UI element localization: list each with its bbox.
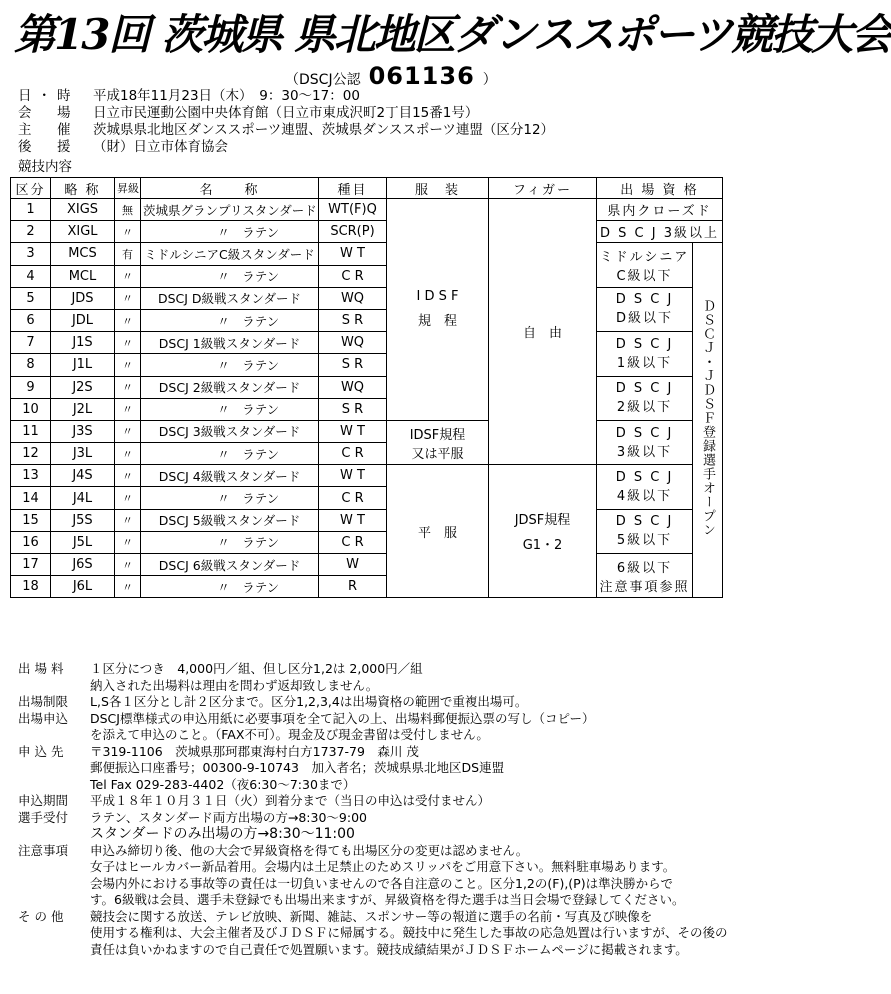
note-text: 申込み締切り後、他の大会で昇級資格を得ても出場区分の変更は認めません。 — [90, 842, 529, 858]
division-abbr: J6S — [51, 554, 115, 576]
event-dances: WQ — [319, 376, 387, 398]
approval-code: 061136 — [368, 62, 475, 90]
qual-1-line: 1級以下 — [616, 355, 673, 371]
division-name: DSCJ 4級戦スタンダード — [141, 465, 319, 487]
table-row — [11, 199, 723, 221]
division-number: 3 — [11, 243, 51, 265]
division-name: DSCJ 6級戦スタンダード — [141, 554, 319, 576]
promotion-flag: 〃 — [115, 354, 141, 376]
info-row — [18, 105, 738, 122]
event-dances: R — [319, 576, 387, 598]
division-name: ミドルシニアC級スタンダード — [141, 243, 319, 265]
figure-jdsf-line: G1・2 — [522, 538, 563, 554]
table-row — [11, 243, 723, 265]
table-row — [11, 554, 723, 576]
dress-idsf — [387, 199, 489, 421]
division-number: 13 — [11, 465, 51, 487]
note-row — [18, 661, 733, 678]
dress-plain-line: 平 服 — [417, 525, 457, 541]
note-row — [18, 678, 733, 695]
info-value: 平成18年11月23日（木） 9：30～17：00 — [93, 88, 360, 104]
note-text: ラテン、スタンダード両方出場の方→8:30～9:00 — [90, 809, 367, 825]
division-number: 16 — [11, 531, 51, 553]
division-number: 1 — [11, 199, 51, 221]
header-cell: 区分 — [11, 178, 51, 199]
notes-section — [18, 661, 733, 958]
event-dances: W T — [319, 420, 387, 442]
note-text: Tel Fax 029-283-4402（夜6:30～7:30まで） — [90, 776, 356, 792]
division-name: DSCJ 5級戦スタンダード — [141, 509, 319, 531]
header-cell: 名 称 — [141, 178, 319, 199]
division-abbr: JDS — [51, 287, 115, 309]
division-abbr: XIGS — [51, 199, 115, 221]
promotion-flag: 〃 — [115, 554, 141, 576]
note-row — [18, 760, 733, 777]
note-text: す。6級戦は会員、選手未登録でも出場出来ますが、昇級資格を得た選手は当日会場で登録してください。 — [90, 892, 685, 907]
table-row — [11, 465, 723, 487]
header-cell: 服 装 — [387, 178, 489, 199]
qual-5 — [597, 509, 693, 553]
qual-dscj3 — [597, 221, 723, 243]
division-name: DSCJ 2級戦スタンダード — [141, 376, 319, 398]
qual-dscj3-line: D S C J 3級以上 — [600, 226, 719, 242]
note-row — [18, 925, 733, 958]
promotion-flag: 〃 — [115, 531, 141, 553]
note-text: 競技会に関する放送、テレビ放映、新聞、雑誌、スポンサー等の報道に選手の名前・写真及び映像を — [90, 908, 653, 924]
note-text: 〒319-1106 茨城県那珂郡東海村白方1737-79 森川 茂 — [90, 743, 419, 759]
promotion-flag: 〃 — [115, 265, 141, 287]
figure-free — [489, 199, 597, 465]
qual-1-line: D S C J — [615, 336, 674, 352]
table-row — [11, 376, 723, 398]
note-row — [18, 892, 733, 909]
qual-5-line: D S C J — [615, 514, 674, 530]
qual-d-line: D S C J — [615, 292, 674, 308]
division-number: 7 — [11, 332, 51, 354]
event-dances: C R — [319, 265, 387, 287]
note-label: 出場制限 — [18, 694, 69, 709]
promotion-flag: 〃 — [115, 309, 141, 331]
competition-table — [10, 177, 723, 598]
division-name: 〃 ラテン — [141, 398, 319, 420]
note-text: L,S各１区分とし計２区分まで。区分1,2,3,4は出場資格の範囲で重複出場可。 — [90, 694, 528, 709]
event-dances: SCR(P) — [319, 221, 387, 243]
division-abbr: JDL — [51, 309, 115, 331]
event-dances: WQ — [319, 332, 387, 354]
division-name: 〃 ラテン — [141, 221, 319, 243]
division-number: 18 — [11, 576, 51, 598]
division-name: 〃 ラテン — [141, 354, 319, 376]
note-row — [18, 826, 733, 843]
division-abbr: J1L — [51, 354, 115, 376]
figure-jdsf-line: JDSF規程 — [514, 513, 571, 529]
info-label: 後 援 — [18, 139, 77, 155]
qual-6-line: 6級以下 — [616, 560, 673, 576]
note-label: そ の 他 — [18, 908, 64, 924]
info-row — [18, 139, 738, 156]
note-label: 出場申込 — [18, 710, 69, 726]
note-row — [18, 744, 733, 761]
approval-number — [285, 62, 497, 90]
table-row — [11, 221, 723, 243]
division-name: 〃 ラテン — [141, 576, 319, 598]
figure-jdsf — [489, 465, 597, 598]
info-value: （財）日立市体育協会 — [93, 139, 228, 155]
division-abbr: MCL — [51, 265, 115, 287]
qual-3-line: D S C J — [615, 425, 674, 441]
qual-6-line: 注意事項参照 — [599, 579, 690, 595]
table-header-row — [11, 178, 723, 199]
event-dances: WT(F)Q — [319, 199, 387, 221]
note-text: 会場内外における事故等の責任は一切負いませんので各自注意のこと。区分1,2の(F),(P)は準決勝からで — [90, 875, 673, 891]
qual-2 — [597, 376, 693, 420]
note-row — [18, 694, 733, 711]
promotion-flag: 〃 — [115, 576, 141, 598]
promotion-flag: 〃 — [115, 287, 141, 309]
qual-5-line: 5級以下 — [616, 533, 673, 549]
division-number: 10 — [11, 398, 51, 420]
header-cell: 種目 — [319, 178, 387, 199]
qual-2-line: 2級以下 — [616, 400, 673, 416]
qual-open-text: ＤＳＣＪ・ＪＤＳＦ登録選手オープン — [700, 299, 715, 538]
promotion-flag: 〃 — [115, 221, 141, 243]
qual-middle-senior-line: C級以下 — [616, 269, 673, 285]
dress-plain — [387, 465, 489, 598]
promotion-flag: 〃 — [115, 443, 141, 465]
division-abbr: J3L — [51, 443, 115, 465]
dress-idsf-or-plain — [387, 420, 489, 464]
division-number: 2 — [11, 221, 51, 243]
approval-prefix: （DSCJ公認 — [285, 72, 361, 88]
event-dances: W T — [319, 465, 387, 487]
note-label: 出 場 料 — [18, 661, 64, 676]
info-label: 日・時 — [18, 88, 77, 104]
qual-middle-senior-line: ミドルシニア — [599, 250, 690, 266]
note-row — [18, 876, 733, 893]
qual-open-vertical — [693, 243, 723, 598]
promotion-flag: 〃 — [115, 509, 141, 531]
promotion-flag: 〃 — [115, 398, 141, 420]
event-dances: S R — [319, 354, 387, 376]
division-name: 〃 ラテン — [141, 531, 319, 553]
division-number: 5 — [11, 287, 51, 309]
division-abbr: J6L — [51, 576, 115, 598]
note-text: 郵便振込口座番号；00300-9-10743 加入者名；茨城県県北地区DS連盟 — [90, 760, 505, 775]
info-row — [18, 88, 738, 105]
qual-d-line: D級以下 — [615, 311, 673, 327]
event-dances: S R — [319, 309, 387, 331]
header-cell: 出 場 資 格 — [597, 178, 723, 199]
note-row — [18, 810, 733, 827]
note-label: 注意事項 — [18, 842, 69, 858]
dress-idsf-or-plain-line: IDSF規程 — [409, 427, 466, 443]
info-label: 主 催 — [18, 122, 77, 138]
note-label: 申 込 先 — [18, 743, 64, 759]
table-row — [11, 509, 723, 531]
event-dances: C R — [319, 531, 387, 553]
header-cell: 昇級 — [115, 178, 141, 199]
event-dances: W T — [319, 243, 387, 265]
division-number: 4 — [11, 265, 51, 287]
table-row — [11, 287, 723, 309]
qual-closed — [597, 199, 723, 221]
info-row — [18, 122, 738, 139]
header-cell: 略 称 — [51, 178, 115, 199]
note-text: DSCJ標準様式の申込用紙に必要事項を全て記入の上、出場料郵便振込票の写し（コピー） — [90, 710, 595, 726]
note-text: 納入された出場料は理由を問わず返却致しません。 — [90, 677, 379, 693]
division-name: 〃 ラテン — [141, 309, 319, 331]
promotion-flag: 〃 — [115, 420, 141, 442]
division-number: 15 — [11, 509, 51, 531]
approval-suffix: ） — [482, 72, 497, 88]
competition-label: 競技内容 — [18, 159, 72, 175]
promotion-flag: 有 — [115, 243, 141, 265]
qual-4 — [597, 465, 693, 509]
division-name: DSCJ 1級戦スタンダード — [141, 332, 319, 354]
event-dances: WQ — [319, 287, 387, 309]
note-text: 平成１８年１０月３１日（火）到着分まで（当日の申込は受付ません） — [90, 793, 491, 808]
note-row — [18, 727, 733, 744]
division-abbr: J4S — [51, 465, 115, 487]
division-abbr: J3S — [51, 420, 115, 442]
division-abbr: J1S — [51, 332, 115, 354]
promotion-flag: 〃 — [115, 465, 141, 487]
dress-idsf-or-plain-line: 又は平服 — [411, 446, 464, 462]
note-label: 選手受付 — [18, 809, 69, 825]
table-row — [11, 332, 723, 354]
division-number: 9 — [11, 376, 51, 398]
division-number: 17 — [11, 554, 51, 576]
note-row — [18, 859, 733, 876]
qual-4-line: D S C J — [615, 469, 674, 485]
event-dances: C R — [319, 487, 387, 509]
division-abbr: J5L — [51, 531, 115, 553]
event-dances: W T — [319, 509, 387, 531]
qual-closed-line: 県内クローズド — [607, 204, 712, 220]
figure-free-line: 自 由 — [522, 326, 562, 342]
qual-middle-senior — [597, 243, 693, 287]
qual-3-line: 3級以下 — [616, 444, 673, 460]
event-info — [18, 88, 738, 156]
dress-idsf-line: I D S F — [416, 289, 459, 305]
promotion-flag: 〃 — [115, 332, 141, 354]
note-text: １区分につき 4,000円／組、但し区分1,2は 2,000円／組 — [90, 661, 423, 676]
note-text: 使用する権利は、大会主催者及びＪＤＳＦに帰属する。競技中に発生した事故の応急処置は行いますが、その後の責任は負いかねますので自己責任で処置願います。競技成績結果がＪＤＳＦホームページに掲載されます。 — [90, 925, 728, 957]
division-number: 8 — [11, 354, 51, 376]
note-text: 女子はヒールカバー新品着用。会場内は土足禁止のためスリッパをご用意下さい。無料駐車場あります。 — [90, 859, 676, 874]
note-row — [18, 711, 733, 728]
division-name: 〃 ラテン — [141, 487, 319, 509]
division-abbr: J2L — [51, 398, 115, 420]
division-abbr: J2S — [51, 376, 115, 398]
division-name: 〃 ラテン — [141, 443, 319, 465]
division-abbr: XIGL — [51, 221, 115, 243]
qual-6 — [597, 554, 693, 598]
division-number: 12 — [11, 443, 51, 465]
event-dances: W — [319, 554, 387, 576]
note-row — [18, 909, 733, 926]
division-name: 〃 ラテン — [141, 265, 319, 287]
info-value: 茨城県県北地区ダンススポーツ連盟、茨城県ダンススポーツ連盟（区分12） — [93, 122, 555, 138]
event-dances: S R — [319, 398, 387, 420]
table-row — [11, 420, 723, 442]
promotion-flag: 無 — [115, 199, 141, 221]
event-dances: C R — [319, 443, 387, 465]
info-value: 日立市民運動公園中央体育館（日立市東成沢町2丁目15番1号） — [93, 105, 479, 121]
note-row — [18, 843, 733, 860]
header-cell: フィガー — [489, 178, 597, 199]
division-name: 茨城県グランプリスタンダード — [141, 199, 319, 221]
note-row — [18, 777, 733, 794]
note-text: を添えて申込のこと。（FAX不可）。現金及び現金書留は受付しません。 — [90, 727, 489, 742]
note-row — [18, 793, 733, 810]
promotion-flag: 〃 — [115, 487, 141, 509]
qual-d — [597, 287, 693, 331]
division-abbr: MCS — [51, 243, 115, 265]
qual-1 — [597, 332, 693, 376]
division-abbr: J5S — [51, 509, 115, 531]
division-number: 6 — [11, 309, 51, 331]
division-number: 11 — [11, 420, 51, 442]
division-name: DSCJ 3級戦スタンダード — [141, 420, 319, 442]
qual-3 — [597, 420, 693, 464]
qual-2-line: D S C J — [615, 381, 674, 397]
qual-4-line: 4級以下 — [616, 488, 673, 504]
division-number: 14 — [11, 487, 51, 509]
page-title: 第13回 茨城県 県北地区ダンススポーツ競技大会 — [14, 10, 891, 59]
info-label: 会 場 — [18, 105, 77, 121]
note-label: 申込期間 — [18, 793, 69, 808]
division-name: DSCJ D級戦スタンダード — [141, 287, 319, 309]
division-abbr: J4L — [51, 487, 115, 509]
promotion-flag: 〃 — [115, 376, 141, 398]
dress-idsf-line: 規 程 — [417, 314, 457, 330]
note-text: スタンダードのみ出場の方→8:30～11:00 — [90, 826, 355, 842]
